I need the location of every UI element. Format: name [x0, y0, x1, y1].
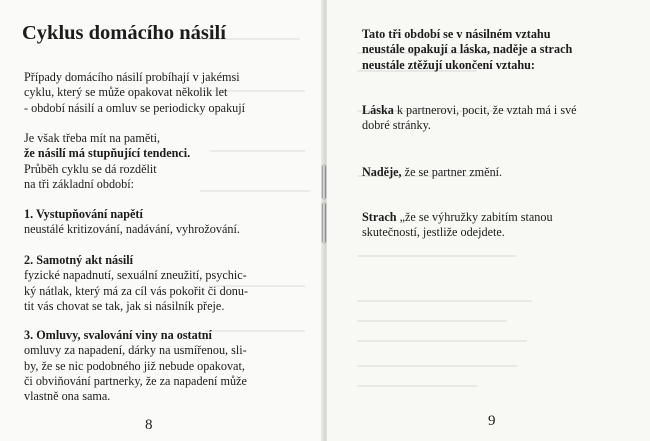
page-number-right: 9 [488, 413, 496, 429]
love-term: Láska [362, 103, 394, 117]
intro-line: Případy domácího násilí probíhají v jakémsi [24, 70, 240, 84]
fear-term: Strach [362, 210, 397, 224]
note-line: na tři základní období: [24, 176, 134, 191]
love-text: k partnerovi, pocit, že vztah má i své [393, 103, 577, 117]
right-page [327, 0, 650, 441]
phase-1-text: neustálé kritizování, nadávání, vyhrožování. [24, 222, 240, 237]
page-title: Cyklus domácího násilí [22, 22, 226, 44]
intro-line: - období násilí a omluv se periodicky opakují [24, 100, 246, 115]
staple-bottom [322, 203, 326, 243]
page-number-left: 8 [145, 417, 153, 433]
note-line: Je však třeba mít na paměti, [24, 131, 161, 145]
fear-text: „že se výhružky zabitím stanou [396, 210, 553, 224]
note-paragraph [24, 131, 190, 192]
phase-2-text-line: fyzické napadnutí, sexuální zneužití, psychic- [24, 268, 247, 283]
hope-term: Naděje, [362, 165, 402, 179]
staple-top [322, 165, 326, 199]
fear-text-line: skutečností, jestliže odejdete. [362, 225, 505, 240]
intro-heading-line: Tato tři období se v násilném vztahu [362, 27, 551, 41]
intro-heading [362, 27, 572, 73]
intro-line: cyklu, který se může opakovat několik let [24, 85, 228, 100]
phase-3-text-line: by, že se nic podobného již nebude opakovat, [24, 358, 245, 373]
love-paragraph [362, 103, 577, 134]
intro-paragraph [24, 70, 245, 116]
phase-2-text-line: tit vás chovat se tak, jak si násilník přeje. [24, 298, 225, 313]
love-text-line: dobré stránky. [362, 118, 431, 133]
phase-1 [24, 207, 240, 238]
phase-3-heading: 3. Omluvy, svalování viny na ostatní [24, 328, 212, 342]
hope-paragraph [362, 165, 502, 180]
phase-3-text-line: či obviňování partnerky, že za napadení může [24, 373, 247, 388]
hope-text: že se partner změní. [401, 165, 503, 179]
note-emphasis: že násilí má stupňující tendenci. [24, 146, 191, 161]
note-line: Průběh cyklu se dá rozdělit [24, 161, 157, 176]
fear-paragraph [362, 210, 553, 241]
phase-3 [24, 328, 247, 404]
phase-2 [24, 253, 248, 314]
phase-3-text-line: omluvy za napadení, dárky na usmířenou, sli- [24, 343, 247, 358]
phase-1-heading: 1. Vystupňování napětí [24, 207, 143, 221]
left-page [0, 0, 323, 441]
phase-2-text-line: ký nátlak, který má za cíl vás pokořit či donu- [24, 283, 249, 298]
phase-3-text-line: vlastně ona sama. [24, 389, 111, 404]
intro-heading-line: neustále ztěžují ukončení vztahu: [362, 57, 535, 72]
phase-2-heading: 2. Samotný akt násilí [24, 253, 134, 267]
intro-heading-line: neustále opakují a láska, naděje a strach [362, 42, 573, 57]
